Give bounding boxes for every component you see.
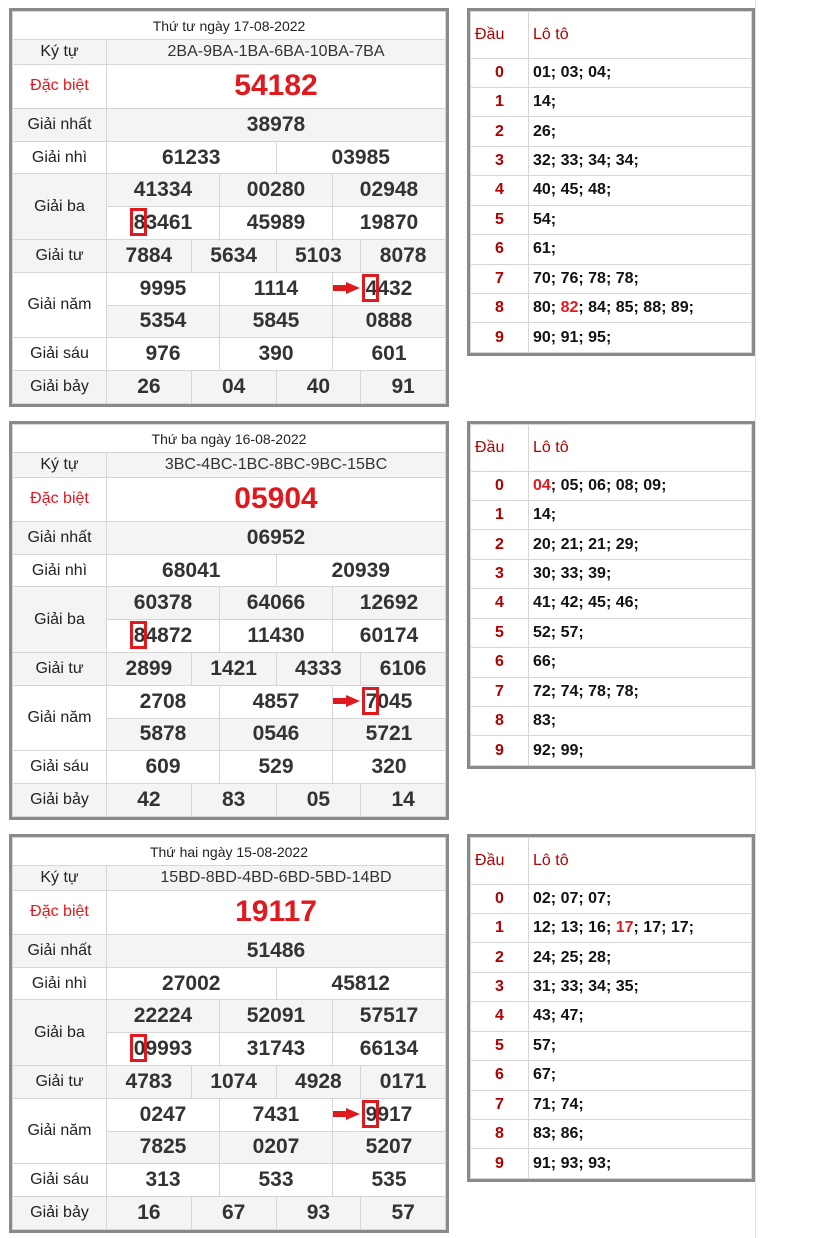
- loto-row: [471, 1031, 752, 1060]
- draw-block: [0, 0, 819, 410]
- loto-segment: 24; 25; 28;: [533, 948, 612, 966]
- loto-head-digit: 1: [471, 500, 529, 529]
- loto-values: [529, 500, 752, 529]
- third-prize: [107, 207, 220, 240]
- second-prize: 27002: [107, 967, 277, 1000]
- third-prize: 57517: [333, 1000, 446, 1033]
- loto-segment: 14;: [533, 506, 557, 524]
- special-prize: 05904: [107, 477, 446, 521]
- loto-row: [471, 677, 752, 706]
- loto-segment: ; 17; 17;: [633, 919, 694, 937]
- boxed-number: 09993: [134, 1037, 192, 1061]
- loto-row: [471, 323, 752, 353]
- loto-segment: 40; 45; 48;: [533, 181, 612, 199]
- sixth-prize: 313: [107, 1164, 220, 1197]
- loto-values: [529, 176, 752, 205]
- label-dac-biet: Đặc biệt: [13, 64, 107, 108]
- loto-values: [529, 294, 752, 323]
- loto-head-digit: 3: [471, 972, 529, 1001]
- arrow-right-icon: [333, 1108, 360, 1120]
- loto-row: [471, 117, 752, 146]
- loto-values: [529, 471, 752, 500]
- fifth-prize: 7431: [220, 1098, 333, 1131]
- third-prize: 52091: [220, 1000, 333, 1033]
- second-prize: 68041: [107, 554, 277, 587]
- loto-segment: 67;: [533, 1066, 557, 1084]
- loto-values: [529, 205, 752, 234]
- loto-segment: 92; 99;: [533, 741, 584, 759]
- sixth-prize: 609: [107, 751, 220, 784]
- label-giai-bay: Giải bảy: [13, 784, 107, 817]
- loto-row: [471, 736, 752, 766]
- loto-segment: 71; 74;: [533, 1095, 584, 1113]
- results-table: [9, 834, 449, 1233]
- fifth-prize: 5207: [333, 1131, 446, 1164]
- loto-head-digit: 6: [471, 648, 529, 677]
- highlight-box: [362, 1100, 379, 1128]
- second-prize: 45812: [276, 967, 446, 1000]
- loto-values: [529, 943, 752, 972]
- loto-head-digit: 9: [471, 1149, 529, 1179]
- label-dac-biet: Đặc biệt: [13, 890, 107, 934]
- loto-head-digit: 1: [471, 913, 529, 942]
- label-giai-nam: Giải năm: [13, 1098, 107, 1164]
- loto-row: [471, 972, 752, 1001]
- boxed-number: 4432: [366, 277, 413, 301]
- fourth-prize: 0171: [361, 1066, 446, 1099]
- label-giai-nam: Giải năm: [13, 272, 107, 338]
- seventh-prize: 93: [276, 1197, 361, 1230]
- draw-date: Thứ tư ngày 17-08-2022: [13, 12, 446, 40]
- loto-row: [471, 648, 752, 677]
- label-giai-bay: Giải bảy: [13, 371, 107, 404]
- fifth-prize: 2708: [107, 685, 220, 718]
- boxed-number: 84872: [134, 624, 192, 648]
- loto-values: [529, 264, 752, 293]
- loto-segment: 30; 33; 39;: [533, 565, 612, 583]
- label-giai-ba: Giải ba: [13, 587, 107, 653]
- label-giai-sau: Giải sáu: [13, 338, 107, 371]
- fifth-prize: 4857: [220, 685, 333, 718]
- sixth-prize: 535: [333, 1164, 446, 1197]
- loto-row: [471, 1120, 752, 1149]
- loto-values: [529, 1002, 752, 1031]
- fifth-prize: 5878: [107, 718, 220, 751]
- loto-values: [529, 707, 752, 736]
- loto-segment: 91; 93; 93;: [533, 1154, 612, 1172]
- ky-tu-value: 3BC-4BC-1BC-8BC-9BC-15BC: [107, 453, 446, 478]
- fifth-prize: 5721: [333, 718, 446, 751]
- label-giai-bay: Giải bảy: [13, 1197, 107, 1230]
- loto-values: [529, 87, 752, 116]
- third-prize: 45989: [220, 207, 333, 240]
- loto-values: [529, 913, 752, 942]
- fifth-prize: 7825: [107, 1131, 220, 1164]
- loto-values: [529, 1031, 752, 1060]
- highlight-box: [362, 687, 379, 715]
- seventh-prize: 26: [107, 371, 192, 404]
- loto-head-digit: 3: [471, 146, 529, 175]
- loto-head-digit: 4: [471, 589, 529, 618]
- loto-head-digit: 2: [471, 530, 529, 559]
- label-ky-tu: Ký tự: [13, 866, 107, 891]
- label-giai-sau: Giải sáu: [13, 751, 107, 784]
- first-prize: 06952: [107, 521, 446, 554]
- sixth-prize: 320: [333, 751, 446, 784]
- results-table: [9, 421, 449, 820]
- loto-values: [529, 1120, 752, 1149]
- ky-tu-value: 15BD-8BD-4BD-6BD-5BD-14BD: [107, 866, 446, 891]
- loto-head-digit: 7: [471, 264, 529, 293]
- loto-segment: 43; 47;: [533, 1007, 584, 1025]
- loto-row: [471, 559, 752, 588]
- loto-segment: ; 05; 06; 08; 09;: [550, 476, 667, 494]
- sixth-prize: 390: [220, 338, 333, 371]
- ky-tu-value: 2BA-9BA-1BA-6BA-10BA-7BA: [107, 40, 446, 65]
- loto-row: [471, 530, 752, 559]
- loto-head-digit: 8: [471, 1120, 529, 1149]
- loto-segment: 01; 03; 04;: [533, 63, 612, 81]
- sixth-prize: 529: [220, 751, 333, 784]
- loto-table: [467, 834, 755, 1182]
- loto-values: [529, 618, 752, 647]
- third-prize: 11430: [220, 620, 333, 653]
- loto-segment: 32; 33; 34; 34;: [533, 152, 639, 170]
- loto-row: [471, 618, 752, 647]
- loto-row: [471, 58, 752, 87]
- loto-segment: 80;: [533, 299, 561, 317]
- fourth-prize: 1074: [191, 1066, 276, 1099]
- third-prize: 12692: [333, 587, 446, 620]
- loto-row: [471, 1002, 752, 1031]
- loto-head-digit: 7: [471, 1090, 529, 1119]
- loto-values: [529, 58, 752, 87]
- loto-segment: 57;: [533, 1036, 557, 1054]
- seventh-prize: 57: [361, 1197, 446, 1230]
- loto-segment: 12; 13; 16;: [533, 919, 616, 937]
- label-giai-tu: Giải tư: [13, 653, 107, 686]
- loto-row: [471, 1061, 752, 1090]
- seventh-prize: 04: [191, 371, 276, 404]
- fourth-prize: 4783: [107, 1066, 192, 1099]
- draw-date: Thứ ba ngày 16-08-2022: [13, 425, 446, 453]
- fifth-prize: 0888: [333, 305, 446, 338]
- seventh-prize: 14: [361, 784, 446, 817]
- loto-head-digit: 8: [471, 294, 529, 323]
- loto-head-digit: 6: [471, 1061, 529, 1090]
- fifth-prize: [333, 272, 446, 305]
- header-loto: Lô tô: [529, 425, 752, 472]
- fourth-prize: 7884: [107, 240, 192, 273]
- first-prize: 51486: [107, 934, 446, 967]
- loto-row: [471, 294, 752, 323]
- loto-head-digit: 4: [471, 176, 529, 205]
- fourth-prize: 4333: [276, 653, 361, 686]
- fourth-prize: 5634: [191, 240, 276, 273]
- loto-segment: 26;: [533, 122, 557, 140]
- fourth-prize: 4928: [276, 1066, 361, 1099]
- draw-block: [0, 413, 819, 823]
- loto-head-digit: 0: [471, 58, 529, 87]
- label-ky-tu: Ký tự: [13, 40, 107, 65]
- loto-row: [471, 500, 752, 529]
- fifth-prize: [333, 1098, 446, 1131]
- loto-segment: 52; 57;: [533, 623, 584, 641]
- label-giai-nam: Giải năm: [13, 685, 107, 751]
- boxed-number: 7045: [366, 690, 413, 714]
- loto-head-digit: 7: [471, 677, 529, 706]
- draw-block: [0, 826, 819, 1236]
- third-prize: 00280: [220, 174, 333, 207]
- label-giai-nhat: Giải nhất: [13, 108, 107, 141]
- label-giai-nhi: Giải nhì: [13, 141, 107, 174]
- loto-segment: 61;: [533, 240, 557, 258]
- third-prize: 60378: [107, 587, 220, 620]
- fourth-prize: 5103: [276, 240, 361, 273]
- loto-values: [529, 1149, 752, 1179]
- fourth-prize: 8078: [361, 240, 446, 273]
- loto-row: [471, 205, 752, 234]
- third-prize: 60174: [333, 620, 446, 653]
- loto-segment: 72; 74; 78; 78;: [533, 682, 639, 700]
- loto-segment: 31; 33; 34; 35;: [533, 978, 639, 996]
- fifth-prize: 1114: [220, 272, 333, 305]
- loto-values: [529, 1061, 752, 1090]
- loto-row: [471, 943, 752, 972]
- third-prize: 64066: [220, 587, 333, 620]
- third-prize: 66134: [333, 1033, 446, 1066]
- third-prize: 02948: [333, 174, 446, 207]
- first-prize: 38978: [107, 108, 446, 141]
- highlight-box: [130, 621, 147, 649]
- draw-date: Thứ hai ngày 15-08-2022: [13, 838, 446, 866]
- loto-row: [471, 87, 752, 116]
- fifth-prize: [333, 685, 446, 718]
- loto-head-digit: 9: [471, 736, 529, 766]
- loto-row: [471, 471, 752, 500]
- seventh-prize: 91: [361, 371, 446, 404]
- loto-row: [471, 589, 752, 618]
- arrow-right-icon: [333, 282, 360, 294]
- seventh-prize: 83: [191, 784, 276, 817]
- loto-head-digit: 1: [471, 87, 529, 116]
- loto-row: [471, 884, 752, 913]
- loto-head-digit: 5: [471, 1031, 529, 1060]
- loto-head-digit: 9: [471, 323, 529, 353]
- loto-values: [529, 530, 752, 559]
- fourth-prize: 1421: [191, 653, 276, 686]
- header-loto: Lô tô: [529, 838, 752, 885]
- fifth-prize: 0207: [220, 1131, 333, 1164]
- third-prize: 19870: [333, 207, 446, 240]
- boxed-number: 9917: [366, 1103, 413, 1127]
- loto-table: [467, 8, 755, 356]
- loto-head-digit: 6: [471, 235, 529, 264]
- loto-segment: 41; 42; 45; 46;: [533, 594, 639, 612]
- boxed-number: 83461: [134, 211, 192, 235]
- loto-head-digit: 4: [471, 1002, 529, 1031]
- loto-values: [529, 117, 752, 146]
- highlight-box: [130, 208, 147, 236]
- label-giai-nhi: Giải nhì: [13, 554, 107, 587]
- loto-segment: 83; 86;: [533, 1125, 584, 1143]
- loto-segment: 90; 91; 95;: [533, 328, 612, 346]
- loto-row: [471, 176, 752, 205]
- sixth-prize: 533: [220, 1164, 333, 1197]
- label-giai-nhat: Giải nhất: [13, 521, 107, 554]
- loto-values: [529, 884, 752, 913]
- loto-values: [529, 736, 752, 766]
- loto-row: [471, 235, 752, 264]
- seventh-prize: 67: [191, 1197, 276, 1230]
- fifth-prize: 0247: [107, 1098, 220, 1131]
- loto-values: [529, 1090, 752, 1119]
- label-giai-nhat: Giải nhất: [13, 934, 107, 967]
- loto-values: [529, 589, 752, 618]
- loto-segment: 83;: [533, 712, 557, 730]
- fifth-prize: 5845: [220, 305, 333, 338]
- loto-segment: 54;: [533, 210, 557, 228]
- loto-highlight: 82: [560, 299, 579, 317]
- header-dau: Đầu: [471, 838, 529, 885]
- label-dac-biet: Đặc biệt: [13, 477, 107, 521]
- loto-values: [529, 559, 752, 588]
- third-prize: 41334: [107, 174, 220, 207]
- loto-head-digit: 2: [471, 117, 529, 146]
- third-prize: 22224: [107, 1000, 220, 1033]
- special-prize: 19117: [107, 890, 446, 934]
- loto-head-digit: 0: [471, 884, 529, 913]
- fourth-prize: 2899: [107, 653, 192, 686]
- seventh-prize: 05: [276, 784, 361, 817]
- second-prize: 61233: [107, 141, 277, 174]
- loto-head-digit: 3: [471, 559, 529, 588]
- header-loto: Lô tô: [529, 12, 752, 59]
- header-dau: Đầu: [471, 425, 529, 472]
- third-prize: [107, 620, 220, 653]
- loto-segment: 02; 07; 07;: [533, 889, 612, 907]
- third-prize: 31743: [220, 1033, 333, 1066]
- label-ky-tu: Ký tự: [13, 453, 107, 478]
- loto-highlight: 17: [615, 919, 634, 937]
- special-prize: 54182: [107, 64, 446, 108]
- loto-row: [471, 913, 752, 942]
- sixth-prize: 976: [107, 338, 220, 371]
- fifth-prize: 5354: [107, 305, 220, 338]
- loto-row: [471, 707, 752, 736]
- label-giai-sau: Giải sáu: [13, 1164, 107, 1197]
- second-prize: 20939: [276, 554, 446, 587]
- loto-values: [529, 677, 752, 706]
- results-table: [9, 8, 449, 407]
- loto-segment: 66;: [533, 653, 557, 671]
- loto-head-digit: 5: [471, 205, 529, 234]
- loto-segment: 70; 76; 78; 78;: [533, 269, 639, 287]
- header-dau: Đầu: [471, 12, 529, 59]
- loto-highlight: 04: [533, 476, 551, 494]
- loto-values: [529, 235, 752, 264]
- highlight-box: [130, 1034, 147, 1062]
- fifth-prize: 9995: [107, 272, 220, 305]
- loto-head-digit: 5: [471, 618, 529, 647]
- loto-head-digit: 2: [471, 943, 529, 972]
- arrow-right-icon: [333, 695, 360, 707]
- fourth-prize: 6106: [361, 653, 446, 686]
- loto-table: [467, 421, 755, 769]
- loto-values: [529, 146, 752, 175]
- loto-segment: 14;: [533, 93, 557, 111]
- label-giai-tu: Giải tư: [13, 240, 107, 273]
- seventh-prize: 40: [276, 371, 361, 404]
- highlight-box: [362, 274, 379, 302]
- loto-values: [529, 323, 752, 353]
- loto-head-digit: 0: [471, 471, 529, 500]
- loto-segment: 20; 21; 21; 29;: [533, 535, 639, 553]
- loto-segment: ; 84; 85; 88; 89;: [578, 299, 694, 317]
- fifth-prize: 0546: [220, 718, 333, 751]
- loto-row: [471, 264, 752, 293]
- loto-values: [529, 972, 752, 1001]
- loto-row: [471, 146, 752, 175]
- sixth-prize: 601: [333, 338, 446, 371]
- label-giai-nhi: Giải nhì: [13, 967, 107, 1000]
- second-prize: 03985: [276, 141, 446, 174]
- loto-values: [529, 648, 752, 677]
- third-prize: [107, 1033, 220, 1066]
- loto-row: [471, 1149, 752, 1179]
- seventh-prize: 16: [107, 1197, 192, 1230]
- seventh-prize: 42: [107, 784, 192, 817]
- label-giai-tu: Giải tư: [13, 1066, 107, 1099]
- loto-row: [471, 1090, 752, 1119]
- label-giai-ba: Giải ba: [13, 1000, 107, 1066]
- loto-head-digit: 8: [471, 707, 529, 736]
- label-giai-ba: Giải ba: [13, 174, 107, 240]
